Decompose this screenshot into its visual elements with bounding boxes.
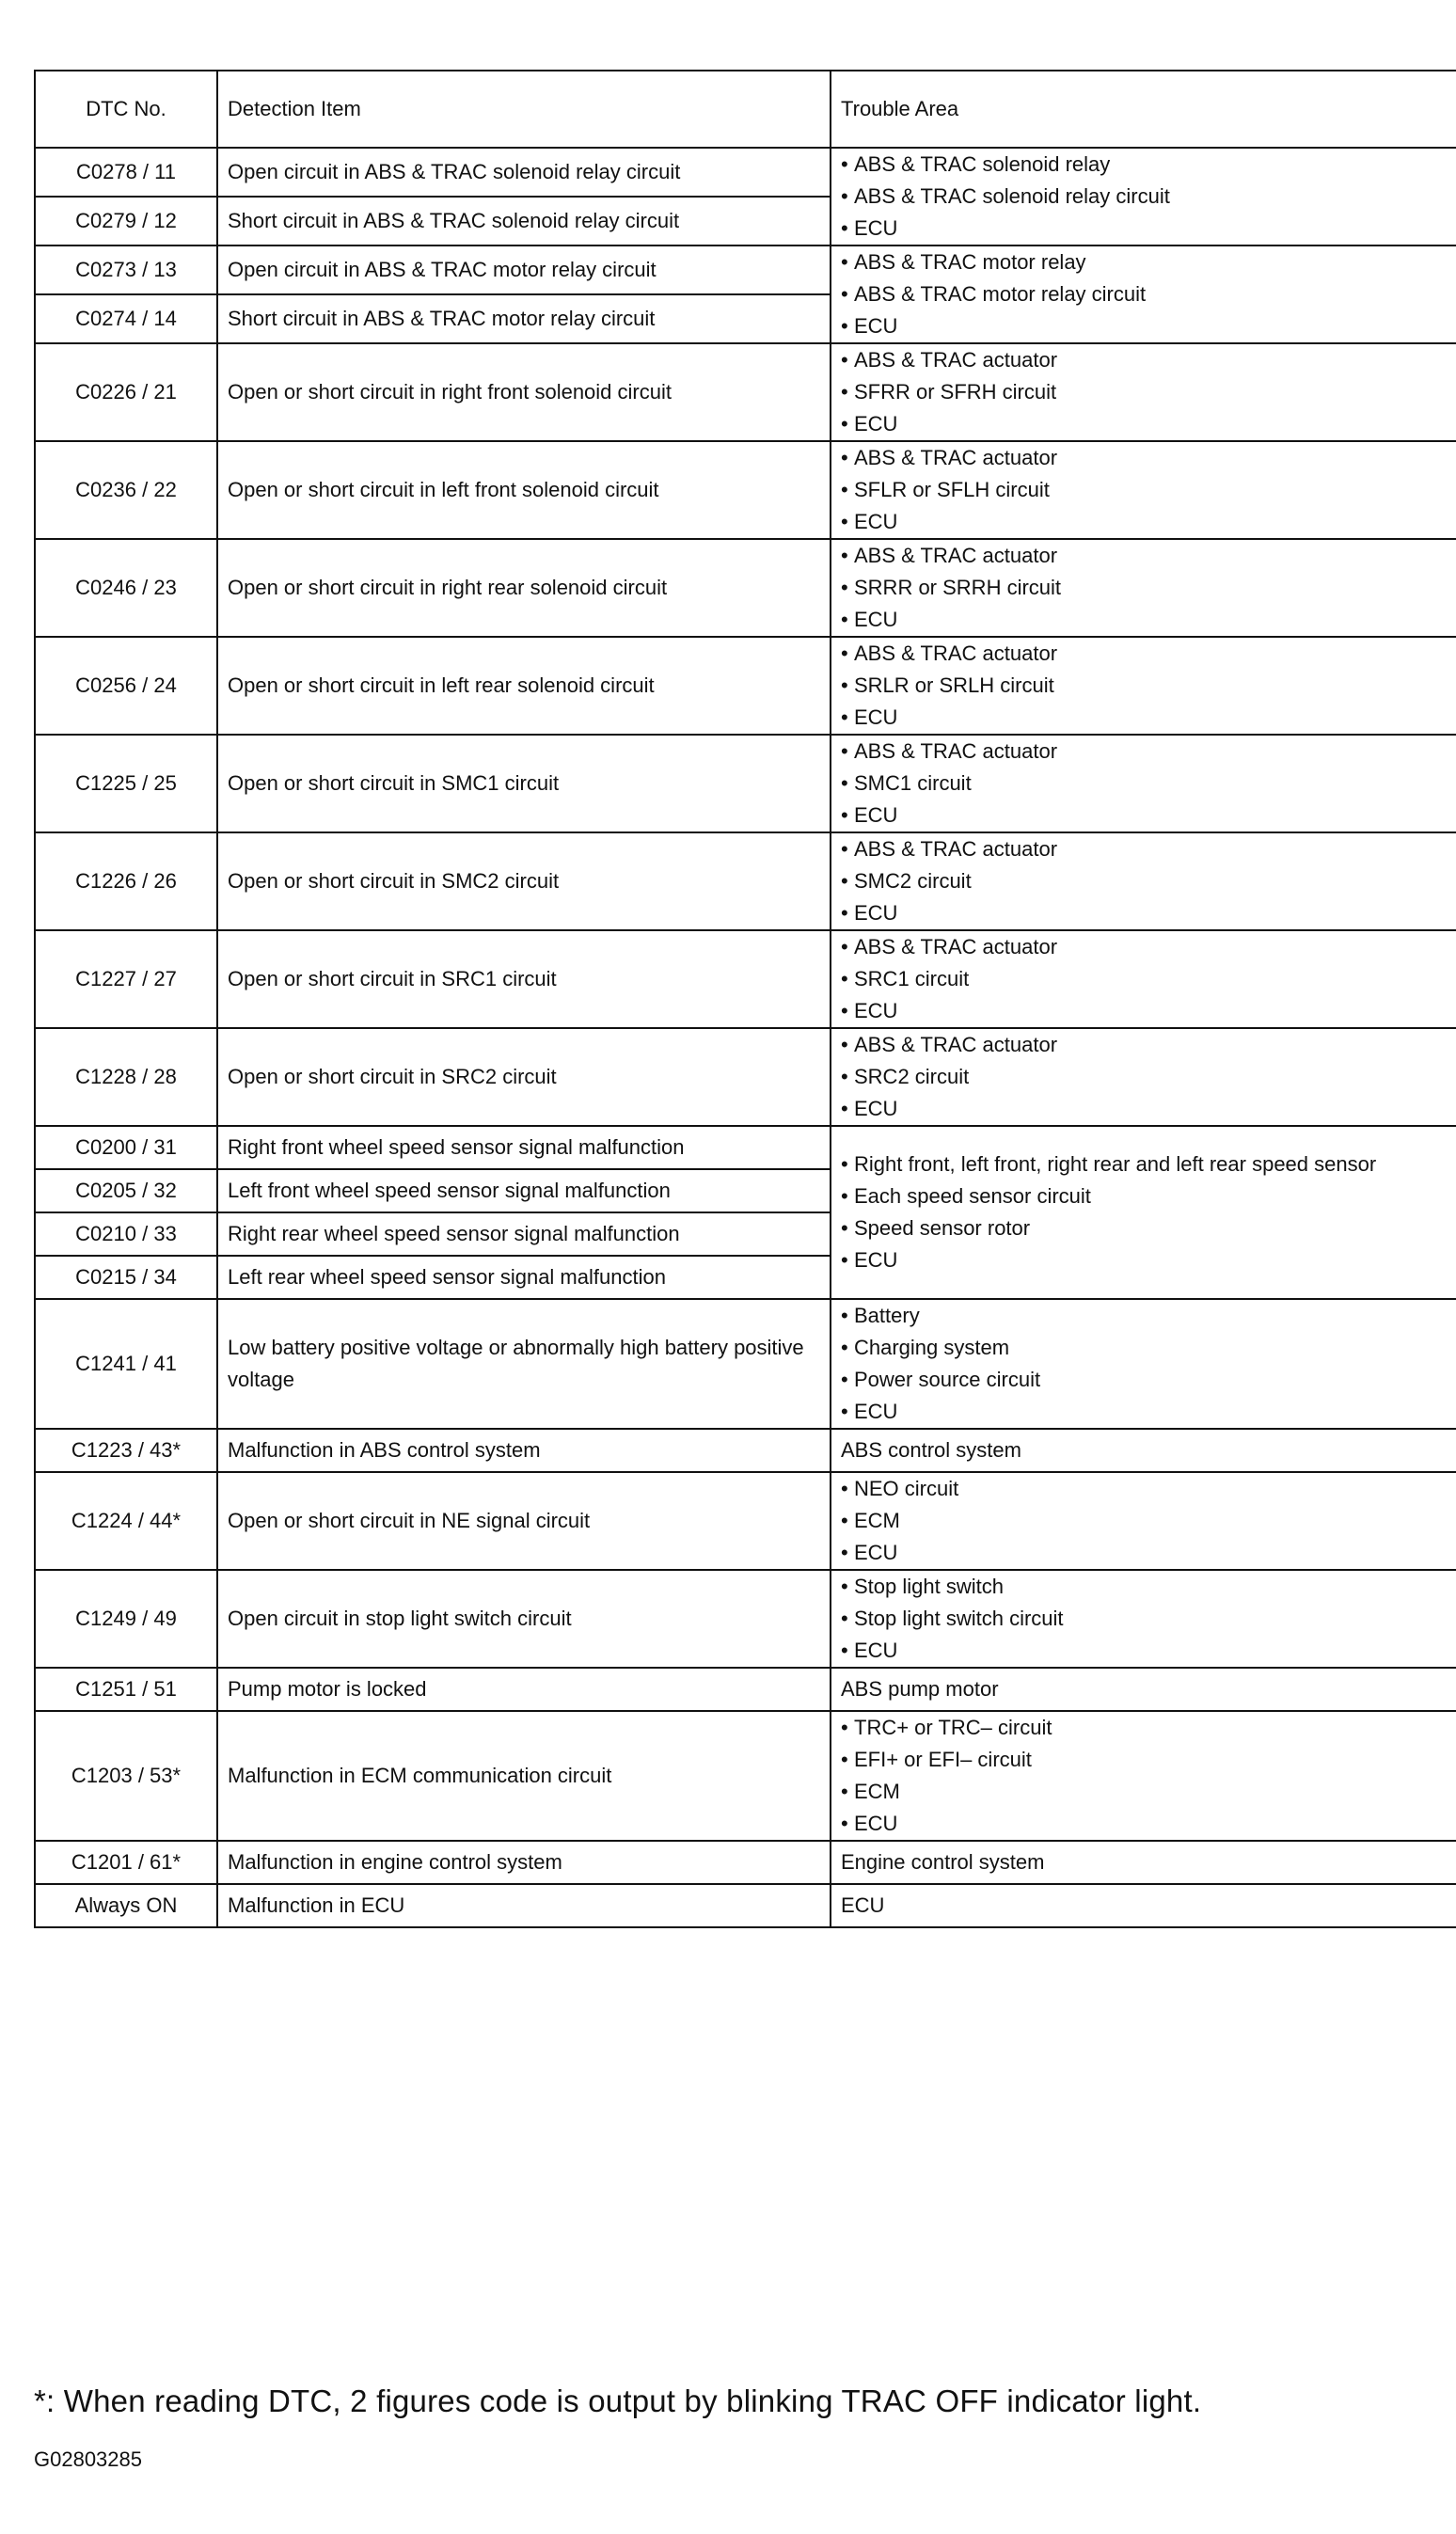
trouble-area-cell (831, 1472, 1456, 1570)
trouble-area-item: • ECU (841, 213, 1456, 245)
dtc-code-cell: C1251 / 51 (35, 1668, 217, 1711)
header-detection-item: Detection Item (217, 71, 831, 148)
trouble-area-item: • ABS & TRAC actuator (841, 931, 1456, 963)
detection-item-cell: Open or short circuit in left front solenoid circuit (217, 441, 831, 539)
table-header-row (35, 71, 1456, 148)
trouble-area-item: • SMC2 circuit (841, 865, 1456, 897)
table-row (35, 148, 1456, 197)
trouble-area-item: • ECU (841, 1396, 1456, 1428)
table-row (35, 245, 1456, 294)
trouble-area-list (841, 246, 1456, 342)
trouble-area-item: • ABS & TRAC actuator (841, 540, 1456, 572)
dtc-code-cell: C0210 / 33 (35, 1212, 217, 1256)
trouble-area-cell (831, 930, 1456, 1028)
trouble-area-item: • SRRR or SRRH circuit (841, 572, 1456, 604)
trouble-area-item: • Right front, left front, right rear and left rear speed sensor (841, 1148, 1456, 1180)
dtc-code-cell: C0279 / 12 (35, 197, 217, 245)
table-row (35, 539, 1456, 637)
dtc-table (34, 70, 1456, 1928)
trouble-area-item: • SRC2 circuit (841, 1061, 1456, 1093)
trouble-area-item: • ECM (841, 1505, 1456, 1537)
dtc-code-cell: C1241 / 41 (35, 1299, 217, 1429)
trouble-area-list (841, 1571, 1456, 1667)
trouble-area-item: • ECU (841, 1635, 1456, 1667)
detection-item-cell: Short circuit in ABS & TRAC solenoid relay circuit (217, 197, 831, 245)
dtc-code-cell: C0226 / 21 (35, 343, 217, 441)
table-body (35, 148, 1456, 1927)
detection-item-cell: Right front wheel speed sensor signal malfunction (217, 1126, 831, 1169)
trouble-area-item: • ECU (841, 1093, 1456, 1125)
trouble-area-item: • ECU (841, 1244, 1456, 1276)
detection-item-cell: Open or short circuit in NE signal circuit (217, 1472, 831, 1570)
trouble-area-item: • ECU (841, 408, 1456, 440)
table-row (35, 343, 1456, 441)
trouble-area-item: • EFI+ or EFI– circuit (841, 1744, 1456, 1776)
table-row (35, 1028, 1456, 1126)
table-row (35, 1884, 1456, 1927)
trouble-area-item: • SRC1 circuit (841, 963, 1456, 995)
trouble-area-item: • ECU (841, 604, 1456, 636)
trouble-area-cell (831, 1711, 1456, 1841)
detection-item-cell: Malfunction in ECU (217, 1884, 831, 1927)
trouble-area-cell (831, 735, 1456, 832)
detection-item-cell: Open or short circuit in right front solenoid circuit (217, 343, 831, 441)
trouble-area-cell: ABS pump motor (831, 1668, 1456, 1711)
trouble-area-item: • ECU (841, 702, 1456, 734)
trouble-area-list (841, 931, 1456, 1027)
header-trouble-area: Trouble Area (831, 71, 1456, 148)
trouble-area-item: • ECU (841, 1808, 1456, 1840)
table-row (35, 637, 1456, 735)
table-row (35, 1668, 1456, 1711)
trouble-area-cell: Engine control system (831, 1841, 1456, 1884)
trouble-area-cell (831, 832, 1456, 930)
table-row (35, 1472, 1456, 1570)
table-row (35, 1841, 1456, 1884)
trouble-area-list (841, 1473, 1456, 1569)
footnote: *: When reading DTC, 2 figures code is output by blinking TRAC OFF indicator light. (34, 2384, 1202, 2418)
trouble-area-item: • ECU (841, 800, 1456, 831)
trouble-area-list (841, 1300, 1456, 1428)
table-row (35, 930, 1456, 1028)
trouble-area-list (841, 1029, 1456, 1125)
dtc-code-cell: C0274 / 14 (35, 294, 217, 343)
detection-item-cell: Open or short circuit in right rear solenoid circuit (217, 539, 831, 637)
table-row (35, 1570, 1456, 1668)
dtc-code-cell: C1226 / 26 (35, 832, 217, 930)
detection-item-cell: Open circuit in stop light switch circuit (217, 1570, 831, 1668)
detection-item-cell: Short circuit in ABS & TRAC motor relay circuit (217, 294, 831, 343)
dtc-code-cell: C0236 / 22 (35, 441, 217, 539)
detection-item-cell: Open or short circuit in SMC1 circuit (217, 735, 831, 832)
trouble-area-item: • SFRR or SFRH circuit (841, 376, 1456, 408)
dtc-code-cell: C1203 / 53* (35, 1711, 217, 1841)
dtc-code-cell: C0215 / 34 (35, 1256, 217, 1299)
trouble-area-cell: ABS control system (831, 1429, 1456, 1472)
trouble-area-list (841, 540, 1456, 636)
trouble-area-item: • ECM (841, 1776, 1456, 1808)
trouble-area-list (841, 1712, 1456, 1840)
trouble-area-item: • ABS & TRAC motor relay (841, 246, 1456, 278)
trouble-area-cell: ECU (831, 1884, 1456, 1927)
detection-item-cell: Open circuit in ABS & TRAC motor relay circuit (217, 245, 831, 294)
trouble-area-cell (831, 1028, 1456, 1126)
trouble-area-list (841, 149, 1456, 245)
trouble-area-item: • Each speed sensor circuit (841, 1180, 1456, 1212)
detection-item-cell: Open or short circuit in left rear solenoid circuit (217, 637, 831, 735)
trouble-area-cell (831, 441, 1456, 539)
trouble-area-item: • ABS & TRAC actuator (841, 442, 1456, 474)
trouble-area-item: • ABS & TRAC actuator (841, 736, 1456, 768)
trouble-area-item: • ABS & TRAC solenoid relay (841, 149, 1456, 181)
trouble-area-cell (831, 637, 1456, 735)
dtc-code-cell: C0278 / 11 (35, 148, 217, 197)
trouble-area-item: • TRC+ or TRC– circuit (841, 1712, 1456, 1744)
trouble-area-item: • SRLR or SRLH circuit (841, 670, 1456, 702)
detection-item-cell: Open circuit in ABS & TRAC solenoid relay circuit (217, 148, 831, 197)
dtc-code-cell: C0273 / 13 (35, 245, 217, 294)
trouble-area-item: • ECU (841, 310, 1456, 342)
table-row (35, 1429, 1456, 1472)
dtc-code-cell: C1227 / 27 (35, 930, 217, 1028)
detection-item-cell: Low battery positive voltage or abnormally high battery positive voltage (217, 1299, 831, 1429)
trouble-area-cell (831, 1126, 1456, 1299)
trouble-area-item: • ABS & TRAC actuator (841, 638, 1456, 670)
detection-item-cell: Left rear wheel speed sensor signal malfunction (217, 1256, 831, 1299)
figure-id: G02803285 (34, 2447, 142, 2471)
trouble-area-item: • ECU (841, 1537, 1456, 1569)
detection-item-cell: Right rear wheel speed sensor signal malfunction (217, 1212, 831, 1256)
trouble-area-list (841, 638, 1456, 734)
dtc-code-cell: C1225 / 25 (35, 735, 217, 832)
table-row (35, 735, 1456, 832)
dtc-code-cell: C0246 / 23 (35, 539, 217, 637)
dtc-code-cell: Always ON (35, 1884, 217, 1927)
table-row (35, 1126, 1456, 1169)
table-row (35, 441, 1456, 539)
detection-item-cell: Malfunction in engine control system (217, 1841, 831, 1884)
detection-item-cell: Open or short circuit in SMC2 circuit (217, 832, 831, 930)
trouble-area-cell (831, 539, 1456, 637)
trouble-area-list (841, 442, 1456, 538)
dtc-code-cell: C1223 / 43* (35, 1429, 217, 1472)
trouble-area-cell (831, 343, 1456, 441)
detection-item-cell: Open or short circuit in SRC2 circuit (217, 1028, 831, 1126)
detection-item-cell: Open or short circuit in SRC1 circuit (217, 930, 831, 1028)
trouble-area-cell (831, 1570, 1456, 1668)
trouble-area-cell (831, 1299, 1456, 1429)
trouble-area-list (841, 833, 1456, 929)
trouble-area-item: • Stop light switch (841, 1571, 1456, 1603)
trouble-area-item: • ECU (841, 897, 1456, 929)
trouble-area-item: • ECU (841, 506, 1456, 538)
dtc-code-cell: C1228 / 28 (35, 1028, 217, 1126)
trouble-area-item: • Charging system (841, 1332, 1456, 1364)
trouble-area-item: • ABS & TRAC actuator (841, 833, 1456, 865)
trouble-area-item: • ECU (841, 995, 1456, 1027)
detection-item-cell: Left front wheel speed sensor signal malfunction (217, 1169, 831, 1212)
trouble-area-item: • NEO circuit (841, 1473, 1456, 1505)
trouble-area-item: • Stop light switch circuit (841, 1603, 1456, 1635)
detection-item-cell: Malfunction in ABS control system (217, 1429, 831, 1472)
detection-item-cell: Malfunction in ECM communication circuit (217, 1711, 831, 1841)
dtc-code-cell: C1224 / 44* (35, 1472, 217, 1570)
trouble-area-item: • Power source circuit (841, 1364, 1456, 1396)
trouble-area-list (841, 736, 1456, 831)
trouble-area-cell (831, 148, 1456, 245)
trouble-area-item: • Speed sensor rotor (841, 1212, 1456, 1244)
dtc-code-cell: C0200 / 31 (35, 1126, 217, 1169)
table-row (35, 1299, 1456, 1429)
trouble-area-item: • ABS & TRAC motor relay circuit (841, 278, 1456, 310)
trouble-area-cell (831, 245, 1456, 343)
trouble-area-list (841, 1148, 1456, 1276)
dtc-code-cell: C1249 / 49 (35, 1570, 217, 1668)
trouble-area-list (841, 344, 1456, 440)
header-dtc-no: DTC No. (35, 71, 217, 148)
trouble-area-item: • ABS & TRAC solenoid relay circuit (841, 181, 1456, 213)
table-row (35, 1711, 1456, 1841)
table-row (35, 832, 1456, 930)
trouble-area-item: • SMC1 circuit (841, 768, 1456, 800)
trouble-area-item: • ABS & TRAC actuator (841, 344, 1456, 376)
detection-item-cell: Pump motor is locked (217, 1668, 831, 1711)
dtc-code-cell: C0256 / 24 (35, 637, 217, 735)
trouble-area-item: • SFLR or SFLH circuit (841, 474, 1456, 506)
trouble-area-item: • ABS & TRAC actuator (841, 1029, 1456, 1061)
dtc-code-cell: C1201 / 61* (35, 1841, 217, 1884)
trouble-area-item: • Battery (841, 1300, 1456, 1332)
dtc-code-cell: C0205 / 32 (35, 1169, 217, 1212)
